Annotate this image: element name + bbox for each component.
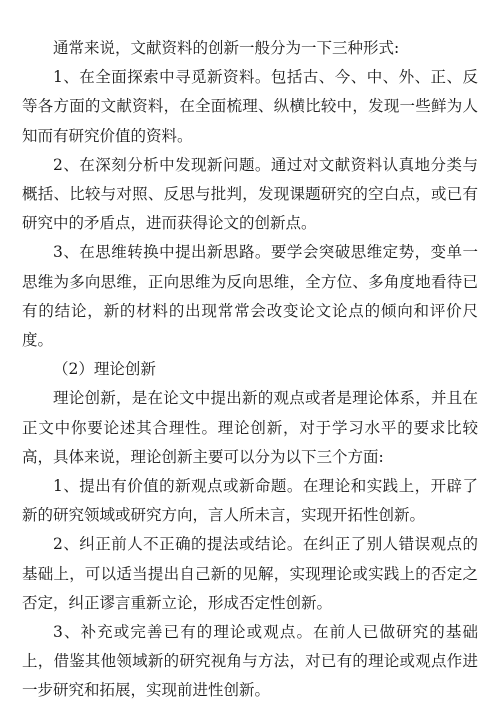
intro-paragraph: 通常来说，文献资料的创新一般分为一下三种形式:	[53, 39, 400, 57]
section-heading-theory-innovation: （2）理论创新	[53, 360, 156, 379]
theory-item-3: 3、补充或完善已有的理论或观点。在前人已做研究的基础上，借鉴其他领域新的研究视角与方法，对已有的理论或观点作进一步研究和拓展，实现前进性创新。	[22, 623, 478, 700]
theory-intro-paragraph: 理论创新，是在论文中提出新的观点或者是理论体系，并且在正文中你要论述其合理性。理论创新，对于学习水平的要求比较高，具体来说，理论创新主要可以分为以下三个方面:	[22, 389, 478, 466]
literature-item-3: 3、在思维转换中提出新思路。要学会突破思维定势，变单一思维为多向思维，正向思维为反向思维，全方位、多角度地看待已有的结论，新的材料的出现常常会改变论文论点的倾向和评价尺度。	[22, 243, 478, 350]
literature-item-2: 2、在深刻分析中发现新问题。通过对文献资料认真地分类与概括、比较与对照、反思与批判，发现课题研究的空白点，或已有研究中的矛盾点，进而获得论文的创新点。	[22, 155, 478, 233]
literature-item-1: 1、在全面探索中寻觅新资料。包括古、今、中、外、正、反等各方面的文献资料，在全面梳理、纵横比较中，发现一些鲜为人知而有研究价值的资料。	[22, 68, 478, 145]
theory-item-2: 2、纠正前人不正确的提法或结论。在纠正了别人错误观点的基础上，可以适当提出自己新的见解，实现理论或实践上的否定之否定，纠正谬言重新立论，形成否定性创新。	[22, 535, 478, 612]
theory-item-1: 1、提出有价值的新观点或新命题。在理论和实践上，开辟了新的研究领域或研究方向，言人所未言，实现开拓性创新。	[22, 477, 478, 525]
